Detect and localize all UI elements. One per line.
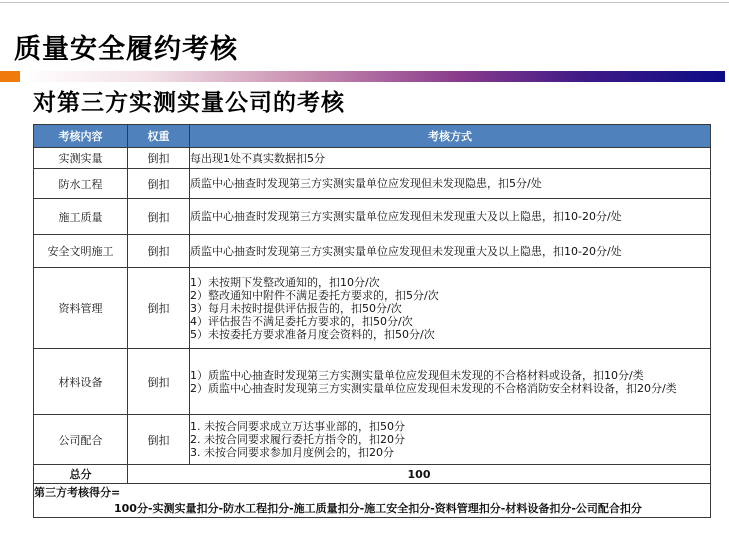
- row-item: 安全文明施工: [34, 235, 128, 268]
- row-item: 实测实量: [34, 148, 128, 169]
- table-header-row: [34, 125, 711, 148]
- method-list: [190, 276, 710, 341]
- method-line: 2. 未按合同要求履行委托方指令的，扣20分: [190, 433, 405, 446]
- title-band-gradient: [20, 71, 725, 82]
- row-method: [190, 199, 711, 235]
- row-item: 施工质量: [34, 199, 128, 235]
- table-row: [34, 268, 711, 349]
- method-list: [190, 369, 710, 395]
- method-list: [190, 420, 710, 459]
- total-row: [34, 465, 711, 484]
- method-line: 1）未按期下发整改通知的，扣10分/次: [190, 275, 380, 289]
- method-line: 质监中心抽查时发现第三方实测实量单位应发现但未发现重大及以上隐患，扣10-20分/处: [190, 210, 622, 223]
- row-method: [190, 169, 711, 199]
- method-line: 3）每月未按时提供评估报告的，扣50分/次: [190, 301, 402, 315]
- assessment-table: [33, 124, 711, 518]
- method-line: 2）质监中心抽查时发现第三方实测实量单位应发现但未发现的不合格消防安全材料设备，扣20分/类: [190, 381, 677, 395]
- method-line: 2）整改通知中附件不满足委托方要求的，扣5分/次: [190, 288, 439, 302]
- row-method: [190, 349, 711, 415]
- method-line: 质监中心抽查时发现第三方实测实量单位应发现但未发现重大及以上隐患，扣10-20分/处: [190, 244, 622, 258]
- table-row: [34, 415, 711, 465]
- method-line: 1. 未按合同要求成立万达事业部的，扣50分: [190, 420, 405, 433]
- top-divider: [0, 2, 729, 3]
- row-weight: 倒扣: [128, 169, 190, 199]
- row-method: [190, 268, 711, 349]
- row-item: 材料设备: [34, 349, 128, 415]
- total-label: 总分: [34, 465, 128, 484]
- method-line: 4）评估报告不满足委托方要求的，扣50分/次: [190, 314, 413, 328]
- method-line: 1）质监中心抽查时发现第三方实测实量单位应发现但未发现的不合格材料或设备，扣10分/类: [190, 368, 644, 382]
- table-row: [34, 235, 711, 268]
- method-line: 每出现1处不真实数据扣5分: [190, 151, 325, 165]
- method-line: 3. 未按合同要求参加月度例会的，扣20分: [190, 446, 394, 459]
- title-band-accent: [0, 71, 20, 82]
- formula-label: 第三方考核得分=: [34, 485, 121, 499]
- row-weight: 倒扣: [128, 235, 190, 268]
- total-value: 100: [128, 465, 711, 484]
- header-weight: 权重: [128, 125, 190, 148]
- table-row: [34, 349, 711, 415]
- method-line: 质监中心抽查时发现第三方实测实量单位应发现但未发现隐患，扣5分/处: [190, 177, 542, 190]
- table-row: [34, 169, 711, 199]
- row-method: [190, 148, 711, 169]
- row-item: 防水工程: [34, 169, 128, 199]
- row-weight: 倒扣: [128, 415, 190, 465]
- row-method: [190, 235, 711, 268]
- slide-subtitle: 对第三方实测实量公司的考核: [33, 90, 345, 116]
- row-weight: 倒扣: [128, 199, 190, 235]
- row-item: 公司配合: [34, 415, 128, 465]
- header-item: 考核内容: [34, 125, 128, 148]
- formula-row: [34, 484, 711, 518]
- row-weight: 倒扣: [128, 148, 190, 169]
- score-formula: [34, 484, 711, 518]
- row-method: [190, 415, 711, 465]
- method-line: 5）未按委托方要求准备月度会资料的，扣50分/次: [190, 327, 435, 341]
- row-weight: 倒扣: [128, 268, 190, 349]
- table-row: [34, 199, 711, 235]
- header-method: 考核方式: [190, 125, 711, 148]
- table-row: [34, 148, 711, 169]
- row-item: 资料管理: [34, 268, 128, 349]
- row-weight: 倒扣: [128, 349, 190, 415]
- slide-title: 质量安全履约考核: [14, 34, 238, 65]
- formula-body: 100分-实测实量扣分-防水工程扣分-施工质量扣分-施工安全扣分-资料管理扣分-材料设备扣分-公司配合扣分: [114, 501, 642, 515]
